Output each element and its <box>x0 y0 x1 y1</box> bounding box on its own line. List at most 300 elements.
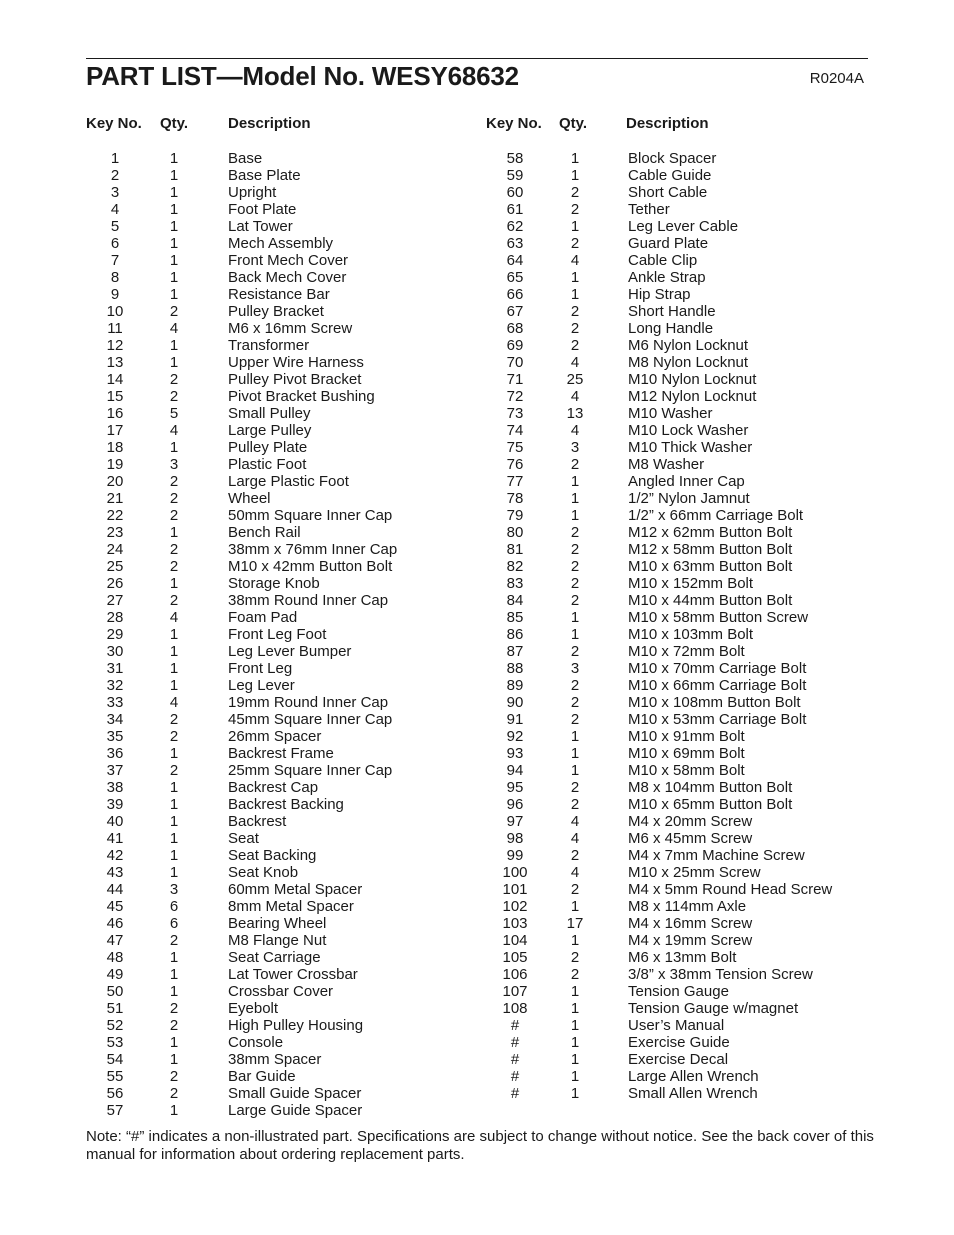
part-quantity: 2 <box>169 541 179 558</box>
part-row <box>486 1034 866 1051</box>
part-row <box>86 609 466 626</box>
part-quantity: 1 <box>169 184 179 201</box>
part-key-number: 63 <box>506 235 524 252</box>
part-key-number: 47 <box>106 932 124 949</box>
part-key-number: 39 <box>106 796 124 813</box>
part-key-number: 10 <box>106 303 124 320</box>
part-description: M10 x 103mm Bolt <box>628 626 754 643</box>
part-key-number: 8 <box>110 269 120 286</box>
part-quantity: 2 <box>570 694 580 711</box>
part-key-number: # <box>510 1017 520 1034</box>
part-key-number: 54 <box>106 1051 124 1068</box>
part-row <box>486 201 866 218</box>
part-key-number: 95 <box>506 779 524 796</box>
part-row <box>86 150 466 167</box>
part-row <box>86 337 466 354</box>
qty-header: Qty. <box>160 115 189 132</box>
part-description: Pivot Bracket Bushing <box>228 388 375 405</box>
part-row <box>486 286 866 303</box>
part-description: Transformer <box>228 337 310 354</box>
part-row <box>486 643 866 660</box>
part-quantity: 3 <box>169 881 179 898</box>
part-key-number: 35 <box>106 728 124 745</box>
part-quantity: 4 <box>570 864 580 881</box>
part-quantity: 1 <box>169 269 179 286</box>
part-quantity: 1 <box>169 966 179 983</box>
part-description: Mech Assembly <box>228 235 334 252</box>
part-description: Backrest Backing <box>228 796 344 813</box>
part-row <box>86 490 466 507</box>
part-quantity: 2 <box>570 575 580 592</box>
part-description: 25mm Square Inner Cap <box>228 762 393 779</box>
part-quantity: 1 <box>570 167 580 184</box>
part-quantity: 2 <box>169 388 179 405</box>
part-row <box>486 218 866 235</box>
part-description: M8 x 114mm Axle <box>628 898 747 915</box>
part-quantity: 1 <box>169 575 179 592</box>
part-description: Lat Tower Crossbar <box>228 966 358 983</box>
part-row <box>86 813 466 830</box>
part-row <box>486 1051 866 1068</box>
part-description: Backrest Frame <box>228 745 334 762</box>
part-quantity: 1 <box>570 762 580 779</box>
part-row <box>86 422 466 439</box>
part-quantity: 2 <box>570 541 580 558</box>
qty-header: Qty. <box>559 115 588 132</box>
part-key-number: 77 <box>506 473 524 490</box>
part-quantity: 1 <box>169 796 179 813</box>
part-quantity: 2 <box>570 524 580 541</box>
part-quantity: 1 <box>570 218 580 235</box>
part-quantity: 1 <box>570 609 580 626</box>
part-row <box>486 592 866 609</box>
part-key-number: 48 <box>106 949 124 966</box>
part-description: 8mm Metal Spacer <box>228 898 354 915</box>
part-description: Upright <box>228 184 277 201</box>
part-key-number: 49 <box>106 966 124 983</box>
part-quantity: 1 <box>169 286 179 303</box>
part-quantity: 2 <box>570 949 580 966</box>
part-description: M10 x 42mm Button Bolt <box>228 558 393 575</box>
part-row <box>86 184 466 201</box>
part-key-number: 38 <box>106 779 124 796</box>
part-description: Tension Gauge w/magnet <box>628 1000 799 1017</box>
column-header <box>86 114 466 134</box>
part-description: Cable Clip <box>628 252 698 269</box>
part-quantity: 1 <box>169 643 179 660</box>
part-row <box>486 847 866 864</box>
part-quantity: 5 <box>169 405 179 422</box>
part-quantity: 4 <box>169 609 179 626</box>
part-row <box>86 524 466 541</box>
part-key-number: 101 <box>502 881 528 898</box>
part-description: Bearing Wheel <box>228 915 327 932</box>
part-key-number: 57 <box>106 1102 124 1119</box>
part-quantity: 2 <box>570 235 580 252</box>
part-description: Leg Lever Cable <box>628 218 739 235</box>
part-description: User’s Manual <box>628 1017 725 1034</box>
part-quantity: 2 <box>570 184 580 201</box>
part-row <box>486 881 866 898</box>
part-quantity: 17 <box>566 915 584 932</box>
part-quantity: 1 <box>570 1034 580 1051</box>
part-quantity: 2 <box>570 847 580 864</box>
part-row <box>86 167 466 184</box>
part-key-number: 79 <box>506 507 524 524</box>
part-key-number: 46 <box>106 915 124 932</box>
part-row <box>86 218 466 235</box>
part-quantity: 1 <box>169 218 179 235</box>
part-key-number: 11 <box>107 320 123 337</box>
part-description: Seat Backing <box>228 847 317 864</box>
part-key-number: 69 <box>506 337 524 354</box>
part-row <box>486 473 866 490</box>
part-row <box>486 490 866 507</box>
part-quantity: 2 <box>169 473 179 490</box>
page-title: PART LIST—Model No. WESY68632 <box>86 61 519 91</box>
part-quantity: 1 <box>570 626 580 643</box>
part-key-number: 107 <box>502 983 528 1000</box>
part-quantity: 2 <box>169 490 179 507</box>
part-quantity: 2 <box>169 1000 179 1017</box>
part-key-number: 2 <box>110 167 120 184</box>
parts-column-right <box>486 114 866 1102</box>
part-row <box>486 388 866 405</box>
part-key-number: 25 <box>106 558 124 575</box>
parts-list-left <box>86 150 466 1119</box>
part-key-number: 82 <box>506 558 524 575</box>
part-quantity: 1 <box>570 1085 580 1102</box>
part-key-number: 105 <box>502 949 528 966</box>
part-description: 1/2” Nylon Jamnut <box>628 490 750 507</box>
part-row <box>486 524 866 541</box>
part-quantity: 1 <box>570 1051 580 1068</box>
part-row <box>486 150 866 167</box>
part-description: M10 x 53mm Carriage Bolt <box>628 711 807 728</box>
part-row <box>86 541 466 558</box>
part-quantity: 2 <box>169 762 179 779</box>
part-key-number: 64 <box>506 252 524 269</box>
part-row <box>486 422 866 439</box>
part-quantity: 2 <box>570 558 580 575</box>
part-row <box>486 405 866 422</box>
document-code: R0204A <box>809 70 864 87</box>
part-description: Console <box>228 1034 284 1051</box>
part-description: 19mm Round Inner Cap <box>228 694 389 711</box>
part-description: M6 x 16mm Screw <box>228 320 353 337</box>
part-description: Guard Plate <box>628 235 709 252</box>
top-rule <box>86 58 868 59</box>
part-description: Base Plate <box>228 167 301 184</box>
footnote: Note: “#” indicates a non-illustrated part. Specifications are subject to change without notice. See the back cover of this manual for information about ordering replacement parts. <box>86 1128 874 1163</box>
part-description: Leg Lever <box>228 677 295 694</box>
part-description: Foam Pad <box>228 609 298 626</box>
part-key-number: 24 <box>106 541 124 558</box>
part-row <box>486 830 866 847</box>
part-quantity: 2 <box>169 1085 179 1102</box>
part-row <box>86 898 466 915</box>
part-quantity: 2 <box>570 201 580 218</box>
part-row <box>486 932 866 949</box>
part-key-number: 93 <box>506 745 524 762</box>
part-row <box>86 762 466 779</box>
part-description: M10 x 91mm Bolt <box>628 728 745 745</box>
part-row <box>486 235 866 252</box>
part-row <box>86 1000 466 1017</box>
part-description: Resistance Bar <box>228 286 330 303</box>
part-key-number: 33 <box>106 694 124 711</box>
part-quantity: 1 <box>570 286 580 303</box>
part-key-number: 37 <box>106 762 124 779</box>
part-row <box>86 456 466 473</box>
part-quantity: 2 <box>169 592 179 609</box>
part-description: Eyebolt <box>228 1000 279 1017</box>
part-description: High Pulley Housing <box>228 1017 364 1034</box>
part-description: Bar Guide <box>228 1068 296 1085</box>
part-description: 26mm Spacer <box>228 728 322 745</box>
part-quantity: 2 <box>570 643 580 660</box>
part-row <box>86 864 466 881</box>
part-row <box>486 1068 866 1085</box>
part-description: Small Guide Spacer <box>228 1085 362 1102</box>
part-row <box>486 456 866 473</box>
key-no-header: Key No. <box>86 115 142 132</box>
part-quantity: 13 <box>566 405 584 422</box>
part-quantity: 1 <box>169 252 179 269</box>
part-key-number: 40 <box>106 813 124 830</box>
part-quantity: 2 <box>570 320 580 337</box>
part-row <box>486 677 866 694</box>
part-quantity: 3 <box>570 660 580 677</box>
part-description: M10 x 72mm Bolt <box>628 643 745 660</box>
part-description: 60mm Metal Spacer <box>228 881 363 898</box>
part-description: Exercise Guide <box>628 1034 730 1051</box>
part-quantity: 1 <box>169 677 179 694</box>
part-quantity: 1 <box>169 167 179 184</box>
part-quantity: 1 <box>570 932 580 949</box>
part-key-number: 92 <box>506 728 524 745</box>
part-key-number: 60 <box>506 184 524 201</box>
part-description: Short Cable <box>628 184 708 201</box>
part-row <box>86 660 466 677</box>
part-key-number: 52 <box>106 1017 124 1034</box>
part-description: Short Handle <box>628 303 716 320</box>
part-quantity: 2 <box>570 796 580 813</box>
part-quantity: 2 <box>169 932 179 949</box>
part-quantity: 4 <box>169 694 179 711</box>
part-description: M10 x 69mm Bolt <box>628 745 745 762</box>
part-key-number: 17 <box>106 422 124 439</box>
part-description: M6 x 45mm Screw <box>628 830 753 847</box>
part-description: M4 x 7mm Machine Screw <box>628 847 805 864</box>
part-description: Seat Knob <box>228 864 299 881</box>
part-key-number: 36 <box>106 745 124 762</box>
part-key-number: 22 <box>106 507 124 524</box>
part-quantity: 1 <box>570 1068 580 1085</box>
part-key-number: 91 <box>506 711 524 728</box>
part-quantity: 1 <box>169 524 179 541</box>
part-row <box>486 252 866 269</box>
part-row <box>486 269 866 286</box>
part-description: Exercise Decal <box>628 1051 729 1068</box>
part-row <box>86 1068 466 1085</box>
part-key-number: 44 <box>106 881 124 898</box>
part-key-number: 20 <box>106 473 124 490</box>
part-row <box>486 337 866 354</box>
part-description: M8 Nylon Locknut <box>628 354 749 371</box>
part-description: M4 x 19mm Screw <box>628 932 753 949</box>
part-key-number: 28 <box>106 609 124 626</box>
part-quantity: 1 <box>570 269 580 286</box>
part-description: M10 Thick Washer <box>628 439 753 456</box>
part-row <box>486 966 866 983</box>
part-key-number: 99 <box>506 847 524 864</box>
part-quantity: 1 <box>169 201 179 218</box>
part-row <box>86 558 466 575</box>
part-description: M8 Flange Nut <box>228 932 327 949</box>
part-description: M10 x 44mm Button Bolt <box>628 592 793 609</box>
part-quantity: 4 <box>570 422 580 439</box>
part-quantity: 1 <box>570 728 580 745</box>
part-description: M10 Lock Washer <box>628 422 749 439</box>
part-key-number: 83 <box>506 575 524 592</box>
part-quantity: 2 <box>570 711 580 728</box>
part-row <box>486 898 866 915</box>
part-description: M12 x 58mm Button Bolt <box>628 541 793 558</box>
column-header <box>486 114 866 134</box>
part-row <box>86 201 466 218</box>
part-key-number: 32 <box>106 677 124 694</box>
part-key-number: # <box>510 1051 520 1068</box>
part-quantity: 2 <box>169 371 179 388</box>
part-key-number: 41 <box>106 830 124 847</box>
part-row <box>86 235 466 252</box>
part-description: Angled Inner Cap <box>628 473 745 490</box>
part-key-number: 104 <box>502 932 528 949</box>
part-key-number: 15 <box>106 388 124 405</box>
part-row <box>86 932 466 949</box>
part-quantity: 1 <box>169 813 179 830</box>
part-row <box>86 592 466 609</box>
part-description: Pulley Pivot Bracket <box>228 371 362 388</box>
part-quantity: 1 <box>169 779 179 796</box>
part-description: 1/2” x 66mm Carriage Bolt <box>628 507 804 524</box>
part-description: Pulley Plate <box>228 439 308 456</box>
part-row <box>486 762 866 779</box>
part-description: M12 Nylon Locknut <box>628 388 757 405</box>
part-description: Long Handle <box>628 320 714 337</box>
part-description: Foot Plate <box>228 201 297 218</box>
part-quantity: 4 <box>570 813 580 830</box>
part-key-number: 66 <box>506 286 524 303</box>
part-quantity: 2 <box>570 337 580 354</box>
part-key-number: 9 <box>110 286 120 303</box>
part-quantity: 2 <box>570 779 580 796</box>
part-key-number: 96 <box>506 796 524 813</box>
part-quantity: 1 <box>570 745 580 762</box>
part-key-number: 75 <box>506 439 524 456</box>
part-description: Backrest <box>228 813 287 830</box>
part-row <box>86 1102 466 1119</box>
part-quantity: 1 <box>570 1017 580 1034</box>
part-key-number: 18 <box>106 439 124 456</box>
part-row <box>86 303 466 320</box>
part-description: Bench Rail <box>228 524 301 541</box>
part-key-number: 98 <box>506 830 524 847</box>
part-description: Base <box>228 150 263 167</box>
part-key-number: 16 <box>106 405 124 422</box>
parts-column-left <box>86 114 466 1119</box>
part-description: 45mm Square Inner Cap <box>228 711 393 728</box>
part-key-number: 21 <box>106 490 124 507</box>
part-row <box>486 728 866 745</box>
part-description: Large Pulley <box>228 422 312 439</box>
part-row <box>486 813 866 830</box>
part-description: Back Mech Cover <box>228 269 347 286</box>
part-key-number: 73 <box>506 405 524 422</box>
part-quantity: 6 <box>169 915 179 932</box>
part-key-number: 81 <box>506 541 524 558</box>
description-header: Description <box>626 115 709 132</box>
part-row <box>486 796 866 813</box>
part-quantity: 1 <box>169 1034 179 1051</box>
part-key-number: 90 <box>506 694 524 711</box>
part-key-number: 45 <box>106 898 124 915</box>
part-quantity: 1 <box>169 864 179 881</box>
part-row <box>86 677 466 694</box>
part-row <box>86 779 466 796</box>
part-key-number: 13 <box>106 354 124 371</box>
key-no-header: Key No. <box>486 115 542 132</box>
part-quantity: 3 <box>169 456 179 473</box>
part-row <box>86 728 466 745</box>
part-row <box>86 388 466 405</box>
part-quantity: 2 <box>570 456 580 473</box>
part-key-number: 30 <box>106 643 124 660</box>
part-description: Cable Guide <box>628 167 712 184</box>
part-key-number: 1 <box>110 150 120 167</box>
part-quantity: 4 <box>169 422 179 439</box>
part-quantity: 1 <box>169 1102 179 1119</box>
part-quantity: 2 <box>570 677 580 694</box>
part-row <box>86 473 466 490</box>
part-quantity: 4 <box>169 320 179 337</box>
part-key-number: 55 <box>106 1068 124 1085</box>
part-quantity: 25 <box>566 371 584 388</box>
part-key-number: 68 <box>506 320 524 337</box>
part-row <box>86 949 466 966</box>
part-key-number: 78 <box>506 490 524 507</box>
description-header: Description <box>228 115 311 132</box>
part-description: Leg Lever Bumper <box>228 643 352 660</box>
part-quantity: 1 <box>169 354 179 371</box>
part-key-number: 56 <box>106 1085 124 1102</box>
part-description: Block Spacer <box>628 150 717 167</box>
part-description: M6 x 13mm Bolt <box>628 949 737 966</box>
part-key-number: 71 <box>506 371 524 388</box>
part-key-number: 26 <box>106 575 124 592</box>
part-description: Wheel <box>228 490 271 507</box>
part-key-number: 76 <box>506 456 524 473</box>
part-key-number: 102 <box>502 898 528 915</box>
part-key-number: 86 <box>506 626 524 643</box>
part-description: Tether <box>628 201 670 218</box>
part-quantity: 2 <box>169 711 179 728</box>
part-row <box>486 1000 866 1017</box>
part-row <box>486 626 866 643</box>
part-row <box>486 983 866 1000</box>
part-row <box>86 830 466 847</box>
